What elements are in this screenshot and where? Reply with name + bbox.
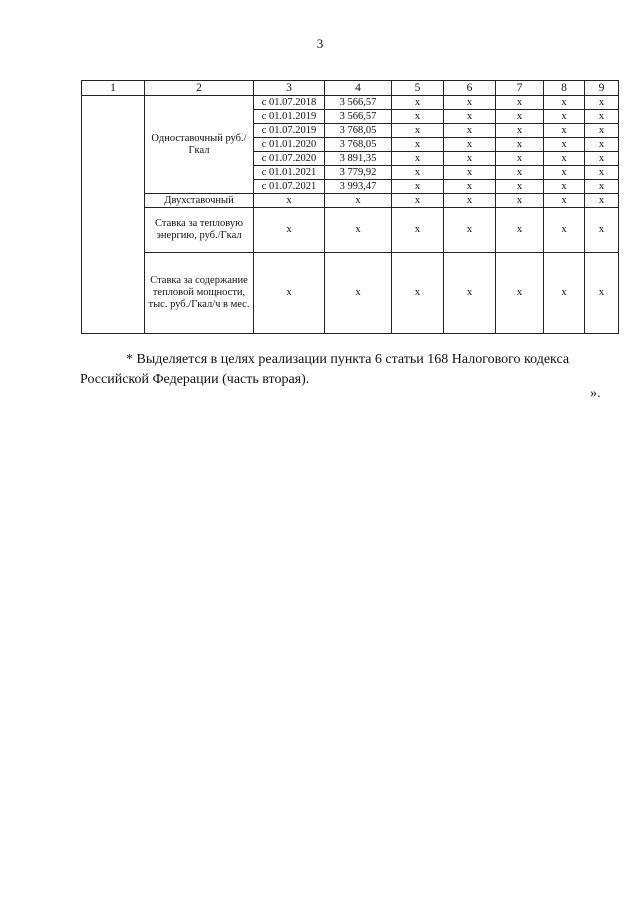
x-cell: x [392,180,444,194]
header-cell: 5 [392,81,444,96]
page-number: 3 [316,36,324,51]
tariff-value-cell: 3 768,05 [325,124,392,138]
x-cell: x [444,96,496,110]
capacity-rate-label: Ставка за содержание тепловой мощности, тыс. руб./Гкал/ч в мес. [145,253,254,334]
x-cell: x [392,152,444,166]
header-cell: 3 [254,81,325,96]
x-cell: x [444,166,496,180]
energy-rate-label: Ставка за тепловую энергию, руб./Гкал [145,208,254,253]
x-cell: x [544,124,585,138]
table-row [82,208,619,253]
header-cell: 7 [496,81,544,96]
header-cell: 4 [325,81,392,96]
x-cell: x [544,208,585,253]
x-cell: x [585,96,619,110]
x-cell: x [496,110,544,124]
table-row [82,253,619,334]
x-cell: x [444,110,496,124]
x-cell: x [544,180,585,194]
single-rate-label: Одноставочный руб./Гкал [145,96,254,194]
x-cell: x [496,166,544,180]
header-cell: 8 [544,81,585,96]
period-cell: с 01.01.2020 [254,138,325,152]
x-cell: x [496,253,544,334]
closing-quote: ». [590,386,601,401]
tariff-value-cell: 3 566,57 [325,96,392,110]
x-cell: x [544,138,585,152]
x-cell: x [496,194,544,208]
footnote: * Выделяется в целях реализации пункта 6 статьи 168 Налогового кодекса Российской Федерации (часть вторая). [80,352,570,387]
tariff-value-cell: 3 993,47 [325,180,392,194]
x-cell: x [496,138,544,152]
x-cell: x [444,138,496,152]
tariff-value-cell: 3 891,35 [325,152,392,166]
x-cell: x [392,124,444,138]
x-cell: x [585,194,619,208]
table-row [82,96,619,110]
x-cell: x [585,253,619,334]
tariff-value-cell: 3 566,57 [325,110,392,124]
period-cell: с 01.07.2019 [254,124,325,138]
two-rate-label: Двухставочный [145,194,254,208]
x-cell: x [444,253,496,334]
x-cell: x [392,138,444,152]
x-cell: x [585,138,619,152]
tariff-value-cell: 3 768,05 [325,138,392,152]
x-cell: x [585,152,619,166]
x-cell: x [496,208,544,253]
header-cell: 9 [585,81,619,96]
x-cell: x [444,208,496,253]
x-cell: x [392,166,444,180]
x-cell: x [544,96,585,110]
x-cell: x [444,124,496,138]
col1-empty-cell [82,96,145,334]
x-cell: x [444,194,496,208]
tariff-table-body [82,81,619,334]
x-cell: x [254,194,325,208]
x-cell: x [254,208,325,253]
x-cell: x [585,180,619,194]
x-cell: x [392,110,444,124]
x-cell: x [496,96,544,110]
x-cell: x [496,180,544,194]
period-cell: с 01.07.2021 [254,180,325,194]
period-cell: с 01.01.2021 [254,166,325,180]
x-cell: x [544,152,585,166]
x-cell: x [544,194,585,208]
x-cell: x [544,253,585,334]
x-cell: x [325,208,392,253]
x-cell: x [585,166,619,180]
tariff-table [81,80,619,334]
x-cell: x [392,194,444,208]
x-cell: x [392,96,444,110]
period-cell: с 01.07.2020 [254,152,325,166]
x-cell: x [444,180,496,194]
x-cell: x [496,152,544,166]
x-cell: x [254,253,325,334]
x-cell: x [496,124,544,138]
header-cell: 1 [82,81,145,96]
x-cell: x [392,253,444,334]
tariff-value-cell: 3 779,92 [325,166,392,180]
x-cell: x [325,194,392,208]
header-row [82,81,619,96]
x-cell: x [392,208,444,253]
x-cell: x [585,124,619,138]
period-cell: с 01.01.2019 [254,110,325,124]
x-cell: x [444,152,496,166]
x-cell: x [544,166,585,180]
x-cell: x [585,208,619,253]
x-cell: x [585,110,619,124]
period-cell: с 01.07.2018 [254,96,325,110]
x-cell: x [325,253,392,334]
header-cell: 6 [444,81,496,96]
x-cell: x [544,110,585,124]
table-row [82,194,619,208]
header-cell: 2 [145,81,254,96]
